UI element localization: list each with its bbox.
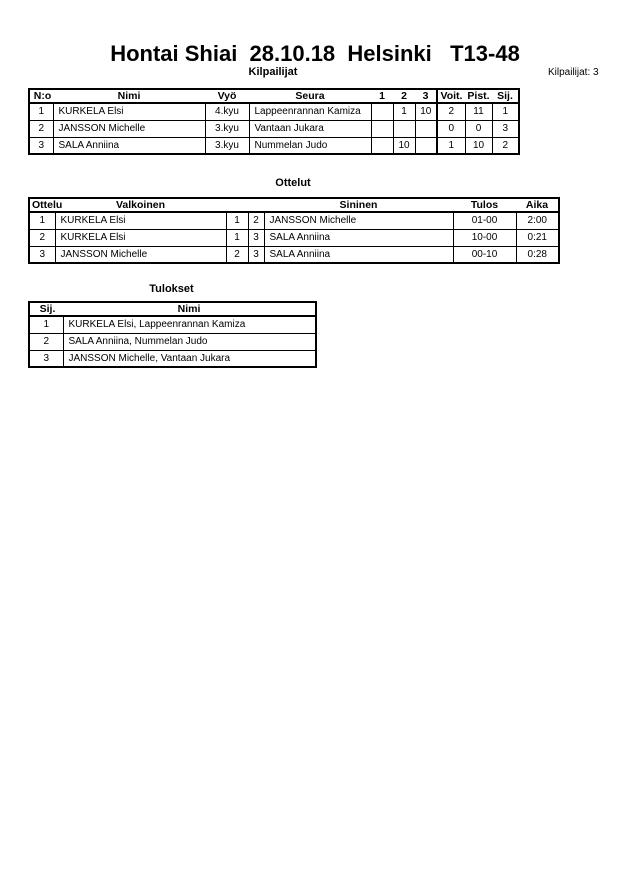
result-name: JANSSON Michelle, Vantaan Jukara: [63, 350, 316, 367]
matches-section-title: Ottelut: [275, 177, 311, 189]
col-header-match-no: Ottelu: [29, 198, 55, 212]
competitors-section-title: Kilpailijat: [248, 66, 298, 78]
match-result: 00-10: [453, 246, 516, 263]
match-row: [29, 212, 559, 229]
competitor-round3: [415, 137, 437, 154]
match-blue-no: 3: [248, 246, 264, 263]
competitor-round3: [415, 120, 437, 137]
match-blue-name: SALA Anniina: [264, 246, 453, 263]
results-table: [28, 301, 317, 368]
col-header-round1: 1: [371, 89, 393, 103]
col-header-wins: Voit.: [437, 89, 465, 103]
match-white-no: 1: [226, 212, 248, 229]
competitor-wins: 2: [437, 103, 465, 120]
match-no: 1: [29, 212, 55, 229]
match-blue-no: 3: [248, 229, 264, 246]
competitor-belt: 3.kyu: [205, 137, 249, 154]
competitor-name: JANSSON Michelle: [53, 120, 205, 137]
col-header-place: Sij.: [29, 302, 63, 316]
competitor-points: 0: [465, 120, 492, 137]
col-header-no: N:o: [29, 89, 53, 103]
match-white-name: KURKELA Elsi: [55, 212, 226, 229]
competitor-name: SALA Anniina: [53, 137, 205, 154]
competitor-round2: 1: [393, 103, 415, 120]
match-white-no: 2: [226, 246, 248, 263]
match-row: [29, 229, 559, 246]
competitor-place: 1: [492, 103, 519, 120]
match-time: 0:28: [516, 246, 559, 263]
col-header-white-no: [226, 198, 248, 212]
competitor-row: [29, 103, 519, 120]
competitor-belt: 3.kyu: [205, 120, 249, 137]
matches-table: [28, 197, 560, 264]
competitor-row: [29, 137, 519, 154]
col-header-blue: Sininen: [264, 198, 453, 212]
competitor-round1: [371, 137, 393, 154]
match-time: 0:21: [516, 229, 559, 246]
competitor-belt: 4.kyu: [205, 103, 249, 120]
match-blue-no: 2: [248, 212, 264, 229]
matches-header-row: [29, 198, 559, 212]
results-header-row: [29, 302, 316, 316]
page-title: Hontai Shiai 28.10.18 Helsinki T13-48: [110, 41, 520, 66]
competitor-club: Lappeenrannan Kamiza: [249, 103, 371, 120]
result-row: [29, 316, 316, 333]
col-header-club: Seura: [249, 89, 371, 103]
match-no: 2: [29, 229, 55, 246]
competitor-round2: [393, 120, 415, 137]
match-time: 2:00: [516, 212, 559, 229]
competitor-round2: 10: [393, 137, 415, 154]
col-header-round2: 2: [393, 89, 415, 103]
col-header-white: Valkoinen: [55, 198, 226, 212]
competitor-round1: [371, 103, 393, 120]
results-section-title: Tulokset: [149, 283, 194, 295]
competitor-no: 3: [29, 137, 53, 154]
competitor-no: 1: [29, 103, 53, 120]
result-row: [29, 333, 316, 350]
competitor-no: 2: [29, 120, 53, 137]
match-blue-name: JANSSON Michelle: [264, 212, 453, 229]
competitor-wins: 0: [437, 120, 465, 137]
result-name: KURKELA Elsi, Lappeenrannan Kamiza: [63, 316, 316, 333]
col-header-blue-no: [248, 198, 264, 212]
match-row: [29, 246, 559, 263]
competitor-name: KURKELA Elsi: [53, 103, 205, 120]
result-place: 2: [29, 333, 63, 350]
result-name: SALA Anniina, Nummelan Judo: [63, 333, 316, 350]
col-header-result: Tulos: [453, 198, 516, 212]
competitors-header-row: [29, 89, 519, 103]
competitor-row: [29, 120, 519, 137]
result-row: [29, 350, 316, 367]
result-place: 1: [29, 316, 63, 333]
match-white-name: JANSSON Michelle: [55, 246, 226, 263]
competitor-wins: 1: [437, 137, 465, 154]
match-no: 3: [29, 246, 55, 263]
match-result: 01-00: [453, 212, 516, 229]
competitor-points: 10: [465, 137, 492, 154]
result-place: 3: [29, 350, 63, 367]
competitor-round3: 10: [415, 103, 437, 120]
col-header-time: Aika: [516, 198, 559, 212]
competitor-club: Nummelan Judo: [249, 137, 371, 154]
col-header-round3: 3: [415, 89, 437, 103]
col-header-belt: Vyö: [205, 89, 249, 103]
match-result: 10-00: [453, 229, 516, 246]
match-white-no: 1: [226, 229, 248, 246]
match-blue-name: SALA Anniina: [264, 229, 453, 246]
col-header-place: Sij.: [492, 89, 519, 103]
competitor-round1: [371, 120, 393, 137]
competitor-place: 3: [492, 120, 519, 137]
competitor-count: Kilpailijat: 3: [548, 67, 599, 78]
col-header-points: Pist.: [465, 89, 492, 103]
competitor-club: Vantaan Jukara: [249, 120, 371, 137]
competitor-place: 2: [492, 137, 519, 154]
col-header-name: Nimi: [63, 302, 316, 316]
competitor-points: 11: [465, 103, 492, 120]
competitors-table: [28, 88, 520, 155]
match-white-name: KURKELA Elsi: [55, 229, 226, 246]
col-header-name: Nimi: [53, 89, 205, 103]
